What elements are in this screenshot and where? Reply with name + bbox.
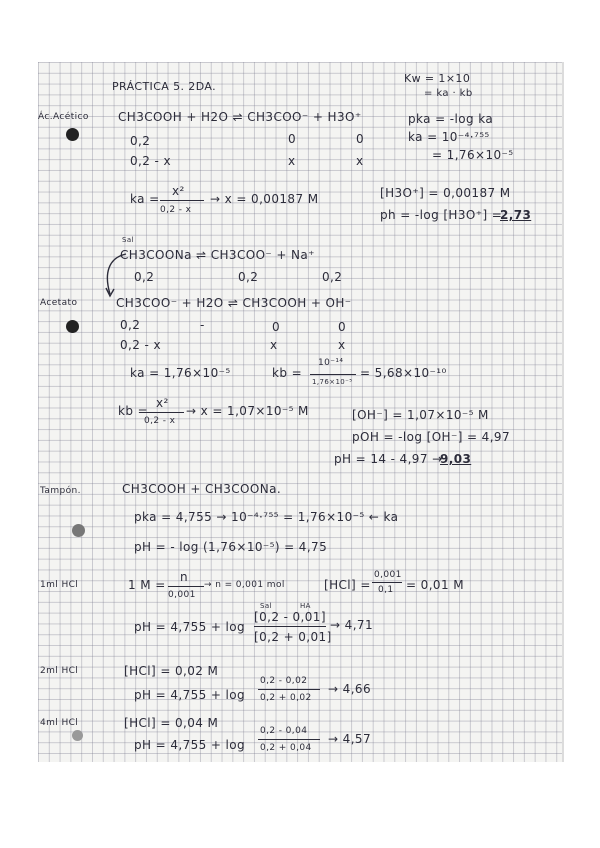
acetate-initial-water: - [200,318,205,332]
fraction-bar [144,412,184,413]
section-label-hcl1: 1ml HCl [40,580,79,590]
hcl1-ph-denominator: [0,2 + 0,01] [254,630,332,644]
hcl2-concentration: [HCl] = 0,02 M [124,664,219,678]
fraction-bar [310,374,356,375]
kb2-numerator: x² [156,396,169,410]
fraction-bar [254,626,326,627]
kb2-denominator: 0,2 - x [144,416,176,426]
kw-definition: Kw = 1×10 [404,72,471,85]
acetate-eq-ion: 0,2 - x [120,338,161,352]
kb-numerator: 10⁻¹⁴ [318,358,344,368]
acetate-ph-value: 9,03 [440,452,472,466]
section-label-hcl2: 2ml HCl [40,666,79,676]
acetate-eq-p1: x [270,338,278,352]
acetate-eq-p2: x [338,338,346,352]
hcl1-mol-numerator: n [180,570,189,584]
hcl2-ph-numerator: 0,2 - 0,02 [260,676,308,686]
salt-conc-2: 0,2 [238,270,259,284]
hcl1-ha-tag: HA [300,602,311,610]
fraction-bar [258,689,320,690]
hcl1-ph-lhs: pH = 4,755 + log [134,620,246,634]
acetic-initial-ion2: 0 [356,132,365,146]
section-bullet-gray [72,524,85,537]
kw-relation: = ka · kb [424,88,473,99]
x-result: → x = 0,00187 M [210,192,319,206]
h3o-concentration: [H3O⁺] = 0,00187 M [380,186,511,200]
section-label-acetate: Acetato [40,298,78,308]
hcl1-sal-tag: Sal [260,602,272,610]
buffer-pka-line: pka = 4,755 → 10⁻⁴·⁷⁵⁵ = 1,76×10⁻⁵ ← ka [134,510,399,524]
salt-tag: Sal [122,236,134,244]
ka-result: = 1,76×10⁻⁵ [432,148,514,162]
section-bullet-dark [66,320,79,333]
section-label-buffer: Tampón. [40,486,81,496]
acetate-ka: ka = 1,76×10⁻⁵ [130,366,231,380]
hcl4-concentration: [HCl] = 0,04 M [124,716,219,730]
acetate-initial-p1: 0 [272,320,281,334]
hcl1-conc-lhs: [HCl] = [324,578,371,592]
buffer-ph-line: pH = - log (1,76×10⁻⁵) = 4,75 [134,540,328,554]
hcl1-ph-numerator: [0,2 - 0,01] [254,610,326,624]
hcl4-ph-result: → 4,57 [328,732,371,746]
fraction-bar [372,582,402,583]
hcl1-ph-result: → 4,71 [330,618,373,632]
ka-value: ka = 10⁻⁴·⁷⁵⁵ [408,130,490,144]
acetate-ph-expression: pH = 14 - 4,97 → [334,452,443,466]
fraction-bar [258,739,320,740]
hcl1-mol-result: → n = 0,001 mol [204,580,285,590]
hcl2-ph-result: → 4,66 [328,682,371,696]
ka-equation-lhs: ka = [130,192,160,206]
acetic-eq-ion2: x [356,154,364,168]
oh-concentration: [OH⁻] = 1,07×10⁻⁵ M [352,408,489,422]
buffer-reaction: CH3COOH + CH3COONa. [122,482,282,496]
acetate-x-result: → x = 1,07×10⁻⁵ M [186,404,309,418]
salt-reaction: CH3COONa ⇌ CH3COO⁻ + Na⁺ [120,248,315,262]
ka-numerator: x² [172,184,185,198]
kb-denominator: 1,76×10⁻⁵ [312,378,353,386]
section-bullet-dark [66,128,79,141]
salt-conc-3: 0,2 [322,270,343,284]
hcl4-ph-lhs: pH = 4,755 + log [134,738,246,752]
acetic-ph-expression: ph = -log [H3O⁺] = [380,208,503,222]
kb-result: = 5,68×10⁻¹⁰ [360,366,447,380]
poh-expression: pOH = -log [OH⁻] = 4,97 [352,430,510,444]
salt-conc-1: 0,2 [134,270,155,284]
kb2-lhs: kb = [118,404,149,418]
kb-lhs: kb = [272,366,303,380]
hcl1-conc-denominator: 0,1 [378,585,394,595]
page-title: PRÁCTICA 5. 2DA. [112,80,217,93]
acetic-ph-value: 2,73 [500,208,532,222]
acetic-reaction: CH3COOH + H2O ⇌ CH3COO⁻ + H3O⁺ [118,110,362,124]
acetic-eq-acid: 0,2 - x [130,154,171,168]
section-label-acetic: Ác.Acético [38,112,89,122]
section-label-hcl4: 4ml HCl [40,718,79,728]
fraction-bar [160,200,204,201]
hcl4-ph-numerator: 0,2 - 0,04 [260,726,308,736]
hcl4-ph-denominator: 0,2 + 0,04 [260,743,312,753]
hcl1-conc-result: = 0,01 M [406,578,464,592]
section-bullet-light [72,730,83,741]
hcl2-ph-lhs: pH = 4,755 + log [134,688,246,702]
hcl1-conc-numerator: 0,001 [374,570,402,580]
notebook-page [38,62,564,762]
acetate-reaction: CH3COO⁻ + H2O ⇌ CH3COOH + OH⁻ [116,296,352,310]
acetic-initial-ion1: 0 [288,132,297,146]
acetic-eq-ion1: x [288,154,296,168]
fraction-bar [168,586,204,587]
acetic-initial-acid: 0,2 [130,134,151,148]
hcl1-mol-denominator: 0,001 [168,590,196,600]
hcl1-molarity: 1 M = [128,578,166,592]
ka-denominator: 0,2 - x [160,205,192,215]
acetate-initial-ion: 0,2 [120,318,141,332]
hcl2-ph-denominator: 0,2 + 0,02 [260,693,312,703]
pka-definition: pka = -log ka [408,112,494,126]
acetate-initial-p2: 0 [338,320,347,334]
